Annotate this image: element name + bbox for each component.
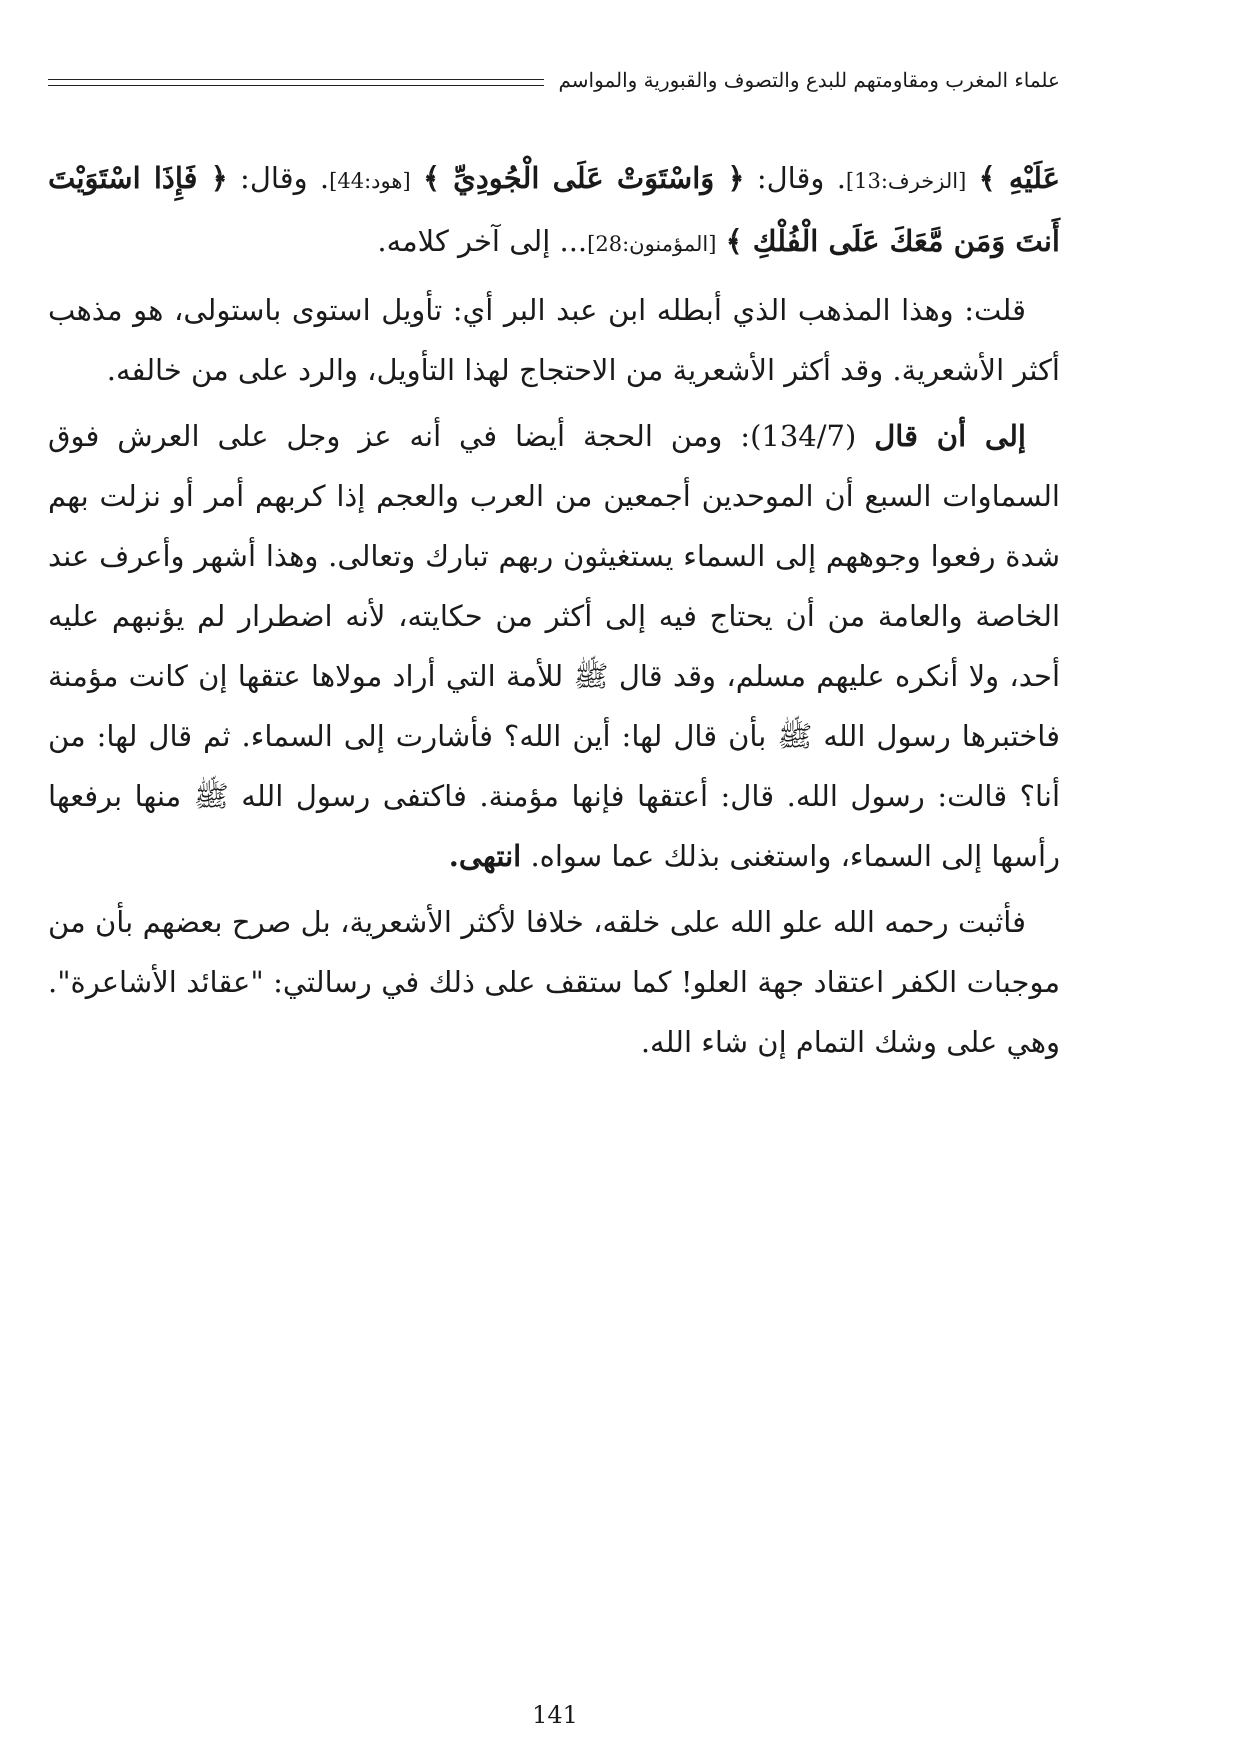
paragraph-3-lead: إلى أن قال — [874, 419, 1026, 453]
paragraph-1-text-1: . وقال: — [744, 161, 846, 195]
quran-verse-3: ﴿ فَإِذَا اسْتَوَيْتَ أَنتَ وَمَن مَّعَكَ عَلَى الْفُلْكِ ﴾ — [48, 161, 1060, 258]
paragraph-1-text-3: ... إلى آخر كلامه. — [377, 224, 588, 258]
paragraph-3-end: انتهى. — [448, 839, 522, 873]
paragraph-2: قلت: وهذا المذهب الذي أبطله ابن عبد البر أي: تأويل استوى باستولى، هو مذهب أكثر الأشعرية. وقد أكثر الأشعرية من الاحتجاج لهذا التأويل، والرد على من خالفه. — [48, 293, 1060, 387]
running-header — [48, 60, 1060, 100]
paragraph-3 — [48, 406, 1060, 886]
quran-verse-1: عَلَيْهِ ﴾ — [978, 161, 1061, 195]
paragraph-3-reference: (134/7) — [750, 419, 875, 453]
verse-reference-2: [هود:44] — [329, 169, 411, 193]
paragraph-3-text: : ومن الحجة أيضا في أنه عز وجل على العرش فوق السماوات السبع أن الموحدين أجمعين من العرب والعجم إذا كربهم أمر أو نزلت بهم شدة رفعوا وجوههم إلى السماء يستغيثون ربهم تبارك وتعالى. وهذا أشهر وأعرف عند الخاصة والعامة من أن يحتاج فيه إلى أكثر من حكايته، لأنه اضطرار لم يؤنبهم عليه أحد، ولا أنكره عليهم مسلم، وقد قال ﷺ للأمة التي أراد مولاها عتقها إن كانت مؤمنة فاختبرها رسول الله ﷺ بأن قال لها: أين الله؟ فأشارت إلى السماء. ثم قال لها: من أنا؟ قالت: رسول الله. قال: أعتقها فإنها مؤمنة. فاكتفى رسول الله ﷺ منها برفعها رأسها إلى السماء، واستغنى بذلك عما سواه. — [48, 419, 1060, 873]
body-text — [48, 148, 1060, 1078]
verse-reference-3: [المؤمنون:28] — [587, 232, 717, 256]
paragraph-1-text-2: . وقال: — [227, 161, 330, 195]
paragraph-4: فأثبت رحمه الله علو الله على خلقه، خلافا لأكثر الأشعرية، بل صرح بعضهم بأن من موجبات الكفر اعتقاد جهة العلو! كما ستقف على ذلك في رسالتي: "عقائد الأشاعرة". وهي على وشك التمام إن شاء الله. — [48, 905, 1060, 1059]
header-double-rule — [48, 79, 544, 86]
paragraph-1 — [48, 148, 1060, 274]
verse-reference-1: [الزخرف:13] — [845, 169, 967, 193]
running-title: علماء المغرب ومقاومتهم للبدع والتصوف والقبورية والمواسم — [558, 68, 1060, 92]
quran-verse-2: ﴿ وَاسْتَوَتْ عَلَى الْجُودِيِّ ﴾ — [422, 161, 745, 195]
page-number: 141 — [532, 1701, 578, 1729]
